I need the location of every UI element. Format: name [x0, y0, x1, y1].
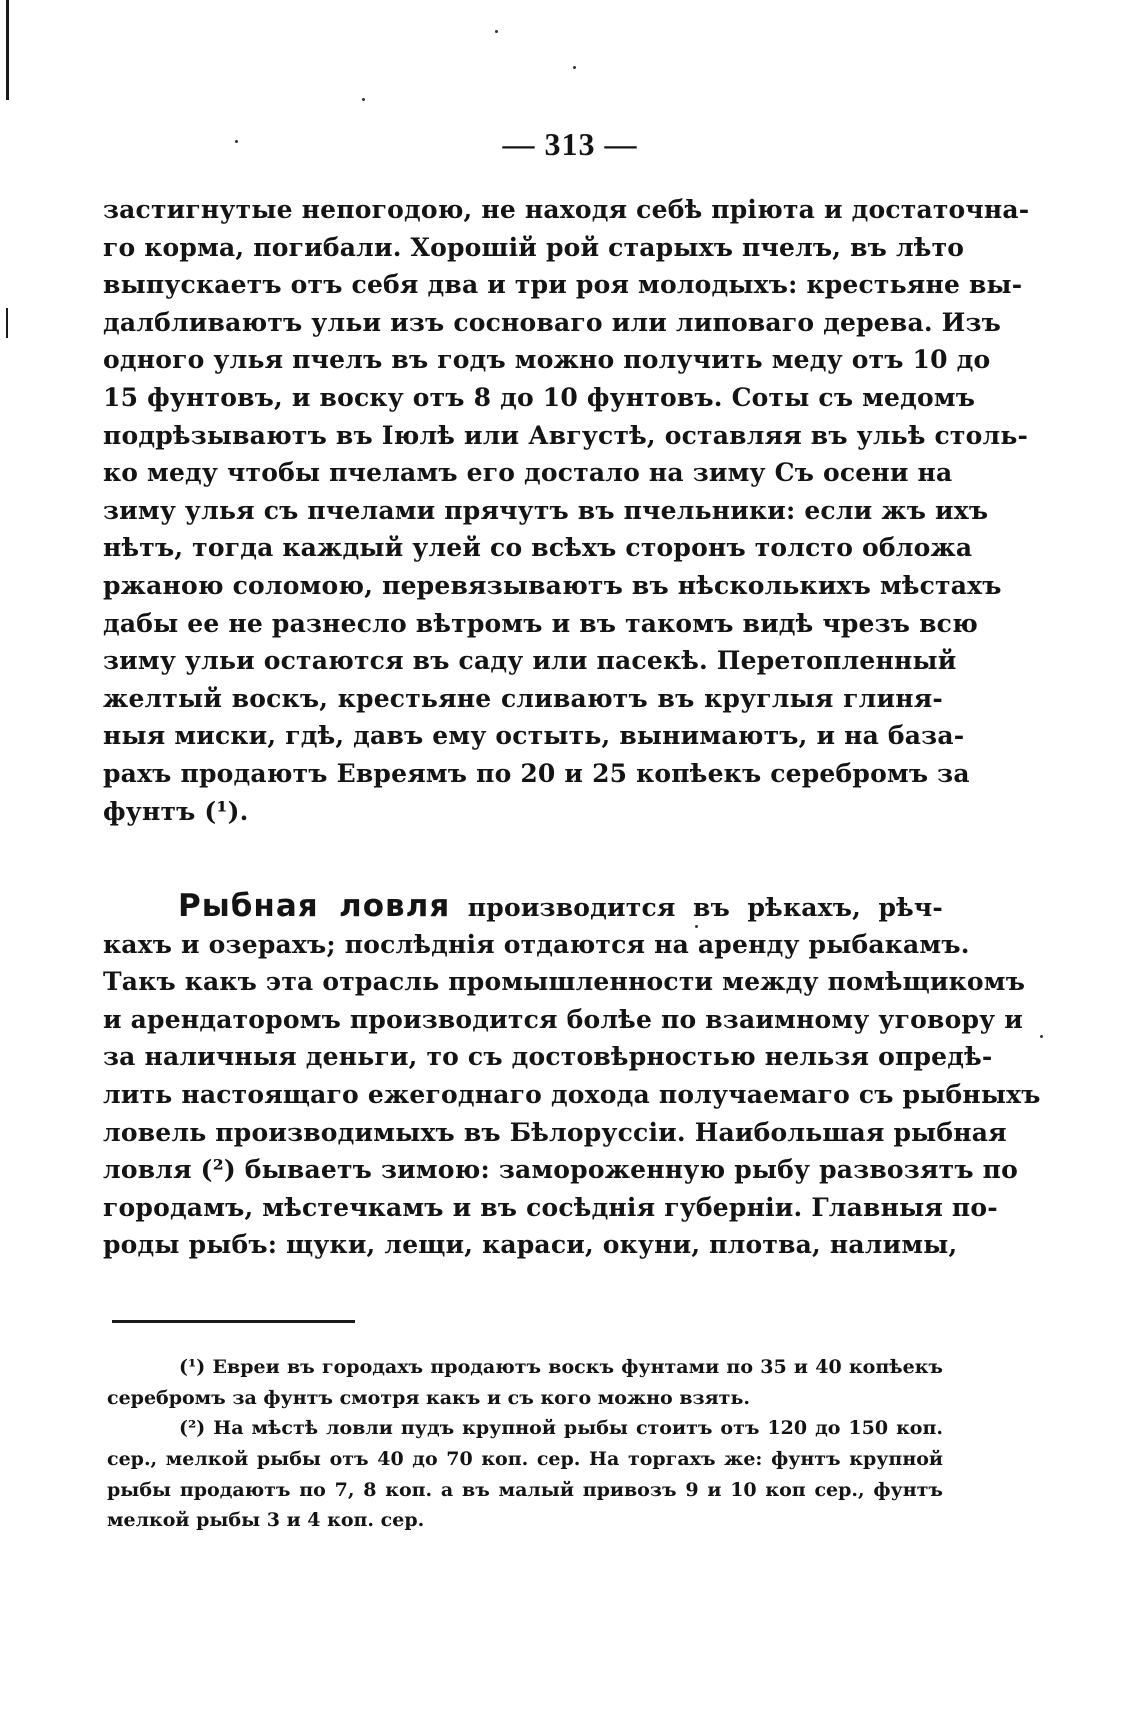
page-edge-mark — [6, 0, 9, 100]
text-line: зиму ульи остаются въ саду или пасекѣ. Перетопленный — [103, 646, 957, 676]
footnote-line: мелкой рыбы 3 и 4 коп. сер. — [107, 1509, 425, 1532]
footnote-line: серебромъ за фунтъ смотря какъ и съ кого можно взять. — [107, 1386, 750, 1409]
text-line: далбливаютъ ульи изъ сосноваго или липоваго дерева. Изъ — [103, 307, 1001, 337]
text-line: 15 фунтовъ, и воску отъ 8 до 10 фунтовъ. Соты съ медомъ — [103, 382, 976, 412]
text-line: роды рыбъ: щуки, лещи, караси, окуни, плотва, налимы, — [103, 1230, 958, 1260]
footnote-line: сер., мелкой рыбы отъ 40 до 70 коп. сер. На торгахъ же: фунтъ крупной — [107, 1448, 943, 1471]
text-line: застигнутые непогодою, не находя себѣ пріюта и достаточна- — [103, 195, 1030, 224]
text-fragment: производится въ рѣкахъ, рѣч- — [467, 893, 944, 922]
paragraph-fishing — [103, 888, 1041, 1264]
text-line: одного улья пчелъ въ годъ можно получить меду отъ 10 до — [103, 345, 991, 375]
text-line: фунтъ (¹). — [103, 796, 249, 826]
text-line: ловель производимыхъ въ Бѣлоруссіи. Наибольшая рыбная — [103, 1117, 1007, 1147]
footnote-line: (¹) Евреи въ городахъ продаютъ воскъ фунтами по 35 и 40 копѣекъ — [179, 1356, 943, 1378]
text-line: го корма, погибали. Хорошій рой старыхъ пчелъ, въ лѣто — [103, 232, 965, 262]
paragraph-beekeeping — [103, 191, 1030, 830]
text-line: подрѣзываютъ въ Іюлѣ или Августѣ, оставляя въ ульѣ столь- — [103, 420, 1029, 450]
page-number: — 313 — — [502, 126, 638, 162]
footnote-line: (²) На мѣстѣ ловли пудъ крупной рыбы стоитъ отъ 120 до 150 коп. — [179, 1417, 943, 1440]
text-line: рахъ продаютъ Евреямъ по 20 и 25 копѣекъ серебромъ за — [103, 758, 970, 788]
section-lead: Рыбная ловля — [178, 888, 451, 924]
page-edge-mark — [6, 308, 8, 338]
text-line: нѣтъ, тогда каждый улей со всѣхъ сторонъ толсто обложа — [103, 533, 973, 563]
text-line: лить настоящаго ежегоднаго дохода получаемаго съ рыбныхъ — [103, 1079, 1041, 1109]
print-speck — [573, 66, 576, 69]
text-line: ржаною соломою, перевязываютъ въ нѣсколькихъ мѣстахъ — [103, 570, 1002, 600]
text-line: выпускаетъ отъ себя два и три роя молодыхъ: крестьяне вы- — [103, 270, 1023, 300]
text-line — [103, 888, 943, 926]
text-line: за наличныя деньги, то съ достовѣрностью нельзя опредѣ- — [103, 1042, 993, 1072]
text-line: ловля (²) бываетъ зимою: замороженную рыбу развозятъ по — [103, 1155, 1018, 1185]
print-speck — [495, 30, 498, 33]
text-line: и арендаторомъ производится болѣе по взаимному уговору и — [103, 1004, 1023, 1034]
footnote-divider — [112, 1320, 355, 1323]
text-line: городамъ, мѣстечкамъ и въ сосѣднія губерніи. Главныя по- — [103, 1192, 998, 1222]
text-line: кахъ и озерахъ; послѣднія отдаются на аренду рыбакамъ. — [103, 929, 970, 959]
text-line: ко меду чтобы пчеламъ его достало на зиму Съ осени на — [103, 458, 953, 488]
text-line: дабы ее не разнесло вѣтромъ и въ такомъ видѣ чрезъ всю — [103, 608, 978, 638]
print-speck — [1040, 1035, 1043, 1038]
footnote-line: рыбы продаютъ по 7, 8 коп. а въ малый привозъ 9 и 10 коп сер., фунтъ — [107, 1478, 943, 1501]
text-line: Такъ какъ эта отрасль промышленности между помѣщикомъ — [103, 967, 1026, 997]
text-line: зиму улья съ пчелами прячутъ въ пчельники: если жъ ихъ — [103, 495, 989, 525]
text-line: ныя миски, гдѣ, давъ ему остыть, вынимаютъ, и на база- — [103, 721, 965, 751]
text-line: желтый воскъ, крестьяне сливаютъ въ круглыя глиня- — [103, 683, 943, 713]
footnotes — [107, 1352, 943, 1536]
print-speck — [362, 98, 365, 101]
